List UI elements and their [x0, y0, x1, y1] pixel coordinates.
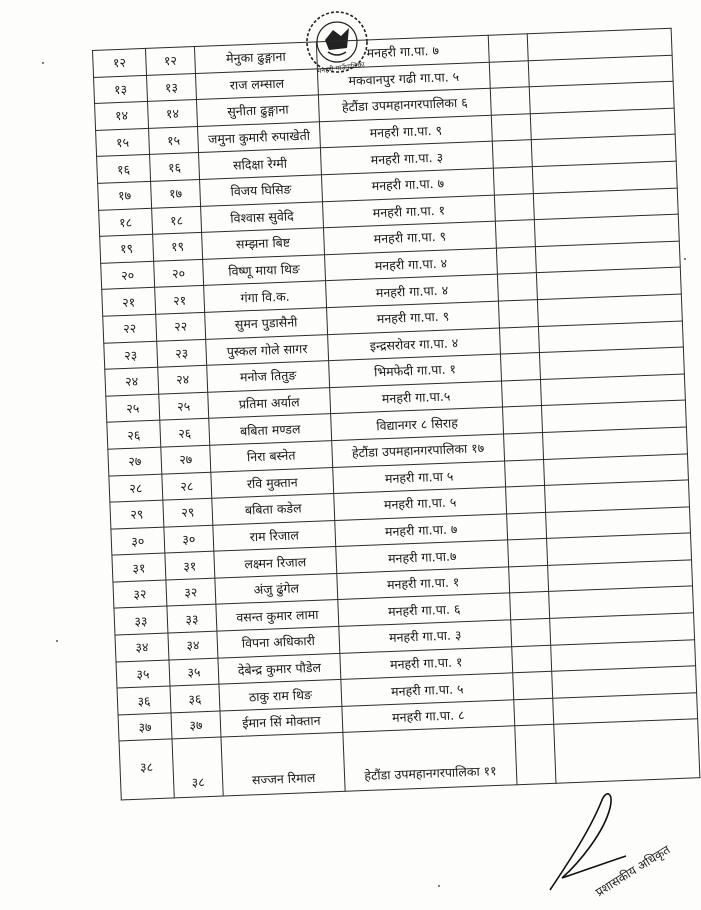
empty-cell [514, 698, 554, 726]
name-cell: राज लम्साल [195, 68, 318, 99]
serial-number-cell: २४ [105, 367, 159, 396]
serial-number-cell: २१ [102, 288, 156, 317]
name-cell: मेनुका ढुङ्गाना [194, 42, 317, 73]
id-number-cell: २१ [155, 286, 205, 314]
empty-cell [504, 432, 544, 460]
scan-speck [684, 258, 686, 260]
serial-number-cell: ३७ [118, 713, 172, 742]
empty-cell [508, 539, 548, 567]
id-number-cell: १४ [148, 100, 198, 128]
address-cell: मनहरी गा.पा. ९ [327, 301, 500, 334]
name-cell: अंजु ढुंगेल [215, 573, 338, 604]
empty-cell [500, 353, 540, 381]
id-number-cell: ३० [164, 525, 214, 553]
name-cell: सज्जन रिमाल [221, 733, 345, 797]
serial-number-cell: २६ [107, 420, 161, 449]
id-number-cell: १८ [152, 206, 202, 234]
address-cell: मनहरी गा.पा. ९ [323, 221, 496, 254]
empty-cell [488, 34, 528, 62]
serial-number-cell: १४ [95, 102, 149, 131]
serial-number-cell: १६ [97, 155, 151, 184]
name-cell: लक्ष्मन रिजाल [214, 547, 337, 578]
address-cell: मनहरी गा.पा. ७ [321, 168, 494, 201]
empty-cell [506, 486, 546, 514]
id-number-cell: २९ [163, 498, 213, 526]
empty-cell [507, 512, 547, 540]
empty-cell [511, 618, 551, 646]
address-cell: मनहरी गा.पा ५ [333, 460, 506, 493]
serial-number-cell: ३६ [117, 686, 171, 715]
address-cell: मनहरी गा.पा.५ [330, 381, 503, 414]
serial-number-cell: २८ [109, 474, 163, 503]
empty-cell [493, 167, 533, 195]
name-cell: विश्वास सुवेदि [201, 201, 324, 232]
serial-number-cell: १९ [100, 234, 154, 263]
serial-number-cell: २३ [104, 341, 158, 370]
scan-speck [438, 885, 440, 887]
empty-cell [509, 565, 549, 593]
serial-number-cell: १२ [93, 48, 147, 77]
empty-cell [512, 645, 552, 673]
signature-label: प्रशासकीय अधिकृत [593, 842, 673, 900]
empty-cell [503, 406, 543, 434]
id-number-cell: ३६ [170, 684, 220, 712]
name-cell: बबिता कडेल [212, 494, 335, 525]
id-number-cell: २५ [159, 392, 209, 420]
address-cell: भिमफेदी गा.पा. १ [329, 354, 502, 387]
empty-cell [499, 326, 539, 354]
scan-speck [56, 640, 58, 642]
empty-cell [505, 459, 545, 487]
name-cell: पुस्कल गोले सागर [206, 334, 329, 365]
empty-cell [554, 719, 700, 783]
name-cell: देबेन्द्र कुमार पौडेल [218, 653, 341, 684]
id-number-cell: ३७ [171, 711, 221, 739]
address-cell: मनहरी गा.पा. ६ [338, 593, 511, 626]
serial-number-cell: १८ [99, 208, 153, 237]
empty-cell [495, 220, 535, 248]
id-number-cell: २६ [160, 419, 210, 447]
id-number-cell: १३ [147, 73, 197, 101]
name-cell: जमुना कुमारी रुपाखेती [198, 122, 321, 153]
empty-cell [498, 300, 538, 328]
id-number-cell: २० [154, 259, 204, 287]
id-number-cell: ३५ [169, 658, 219, 686]
address-cell: मनहरी गा.पा. १ [322, 195, 495, 228]
name-cell: प्रतिमा अर्याल [208, 387, 331, 418]
name-cell: राम रिजाल [213, 520, 336, 551]
id-number-cell: २३ [157, 339, 207, 367]
address-cell: मनहरी गा.पा. ८ [342, 700, 515, 733]
name-cell: रवि मुक्तान [211, 467, 334, 498]
name-cell: वसन्त कुमार लामा [216, 600, 339, 631]
address-cell: मनहरी गा.पा. ३ [320, 142, 493, 175]
id-number-cell: १७ [151, 179, 201, 207]
address-cell: मकवानपुर गढी गा.पा. ५ [317, 62, 490, 95]
address-cell: विद्यानगर ८ सिराह [331, 407, 504, 440]
name-cell: गंगा वि.क. [204, 281, 327, 312]
id-number-cell: १६ [150, 153, 200, 181]
empty-cell [513, 672, 553, 700]
name-cell: विष्णू माया थिङ [203, 254, 326, 285]
address-cell: मनहरी गा.पा. ४ [325, 248, 498, 281]
serial-number-cell: २० [101, 261, 155, 290]
address-cell: हेटौंडा उपमहानगरपालिका १७ [332, 434, 505, 467]
name-cell: विजय घिसिङ [200, 175, 323, 206]
serial-number-cell: २२ [103, 314, 157, 343]
name-cell: मनोज तितुङ [207, 361, 330, 392]
address-cell: मनहरी गा.पा. ९ [319, 115, 492, 148]
serial-number-cell: २९ [110, 500, 164, 529]
id-number-cell: २८ [162, 472, 212, 500]
empty-cell [494, 193, 534, 221]
id-number-cell: ३१ [165, 551, 215, 579]
address-cell: हेटौंडा उपमहानगरपालिका ११ [343, 726, 517, 792]
serial-number-cell: १३ [94, 75, 148, 104]
id-number-cell: २२ [156, 312, 206, 340]
scan-speck [42, 62, 44, 64]
id-number-cell: १९ [153, 233, 203, 261]
serial-number-cell: ३३ [114, 607, 168, 636]
id-number-cell: ३३ [167, 605, 217, 633]
serial-number-cell: ३५ [116, 660, 170, 689]
id-number-cell: ३२ [166, 578, 216, 606]
empty-cell [492, 140, 532, 168]
name-cell: सम्झना बिष्ट [202, 228, 325, 259]
empty-cell [496, 246, 536, 274]
empty-cell [515, 725, 556, 785]
serial-number-cell: २५ [106, 394, 160, 423]
name-cell: ईमान सिं मोक्तान [220, 706, 343, 737]
name-cell: बबिता मण्डल [209, 414, 332, 445]
address-cell: मनहरी गा.पा. १ [337, 567, 510, 600]
empty-cell [490, 87, 530, 115]
serial-number-cell: ३२ [113, 580, 167, 609]
id-number-cell: १५ [149, 126, 199, 154]
address-cell: मनहरी गा.पा. १ [340, 646, 513, 679]
id-number-cell: २७ [161, 445, 211, 473]
id-number-cell: २४ [158, 365, 208, 393]
serial-number-cell: १५ [96, 128, 150, 157]
serial-number-cell: ३४ [115, 633, 169, 662]
serial-number-cell: ३१ [112, 553, 166, 582]
empty-cell [491, 114, 531, 142]
serial-number-cell: ३८ [119, 739, 174, 800]
empty-cell [501, 379, 541, 407]
address-cell: मनहरी गा.पा. ५ [334, 487, 507, 520]
id-number-cell: ३८ [172, 737, 223, 798]
name-cell: सुमन पुडासैनी [205, 308, 328, 339]
serial-number-cell: ३० [111, 527, 165, 556]
serial-number-cell: २७ [108, 447, 162, 476]
address-cell: इन्द्रसरोवर गा.पा. ४ [328, 328, 501, 361]
empty-cell [489, 60, 529, 88]
serial-number-cell: १७ [98, 181, 152, 210]
address-cell: मनहरी गा.पा. ७ [316, 35, 489, 68]
address-cell: मनहरी गा.पा.७ [336, 540, 509, 573]
empty-cell [510, 592, 550, 620]
id-number-cell: ३४ [168, 631, 218, 659]
address-cell: मनहरी गा.पा. ७ [335, 514, 508, 547]
name-cell: निरा बस्नेत [210, 440, 333, 471]
address-cell: मनहरी गा.पा. ५ [341, 673, 514, 706]
empty-cell [497, 273, 537, 301]
seal-text: मनहरी गाउँपालिका [316, 60, 366, 76]
name-cell: सदिक्षा रेग्मी [199, 148, 322, 179]
roster-table [92, 28, 700, 801]
address-cell: हेटौंडा उपमहानगरपालिका ६ [318, 88, 491, 121]
address-cell: मनहरी गा.पा. ३ [339, 620, 512, 653]
name-cell: ठाकु राम थिङ [219, 680, 342, 711]
name-cell: विपना अधिकारी [217, 627, 340, 658]
id-number-cell: १२ [145, 47, 195, 75]
name-cell: सुनीता ढुङ्गाना [196, 95, 319, 126]
address-cell: मनहरी गा.पा. ४ [326, 274, 499, 307]
